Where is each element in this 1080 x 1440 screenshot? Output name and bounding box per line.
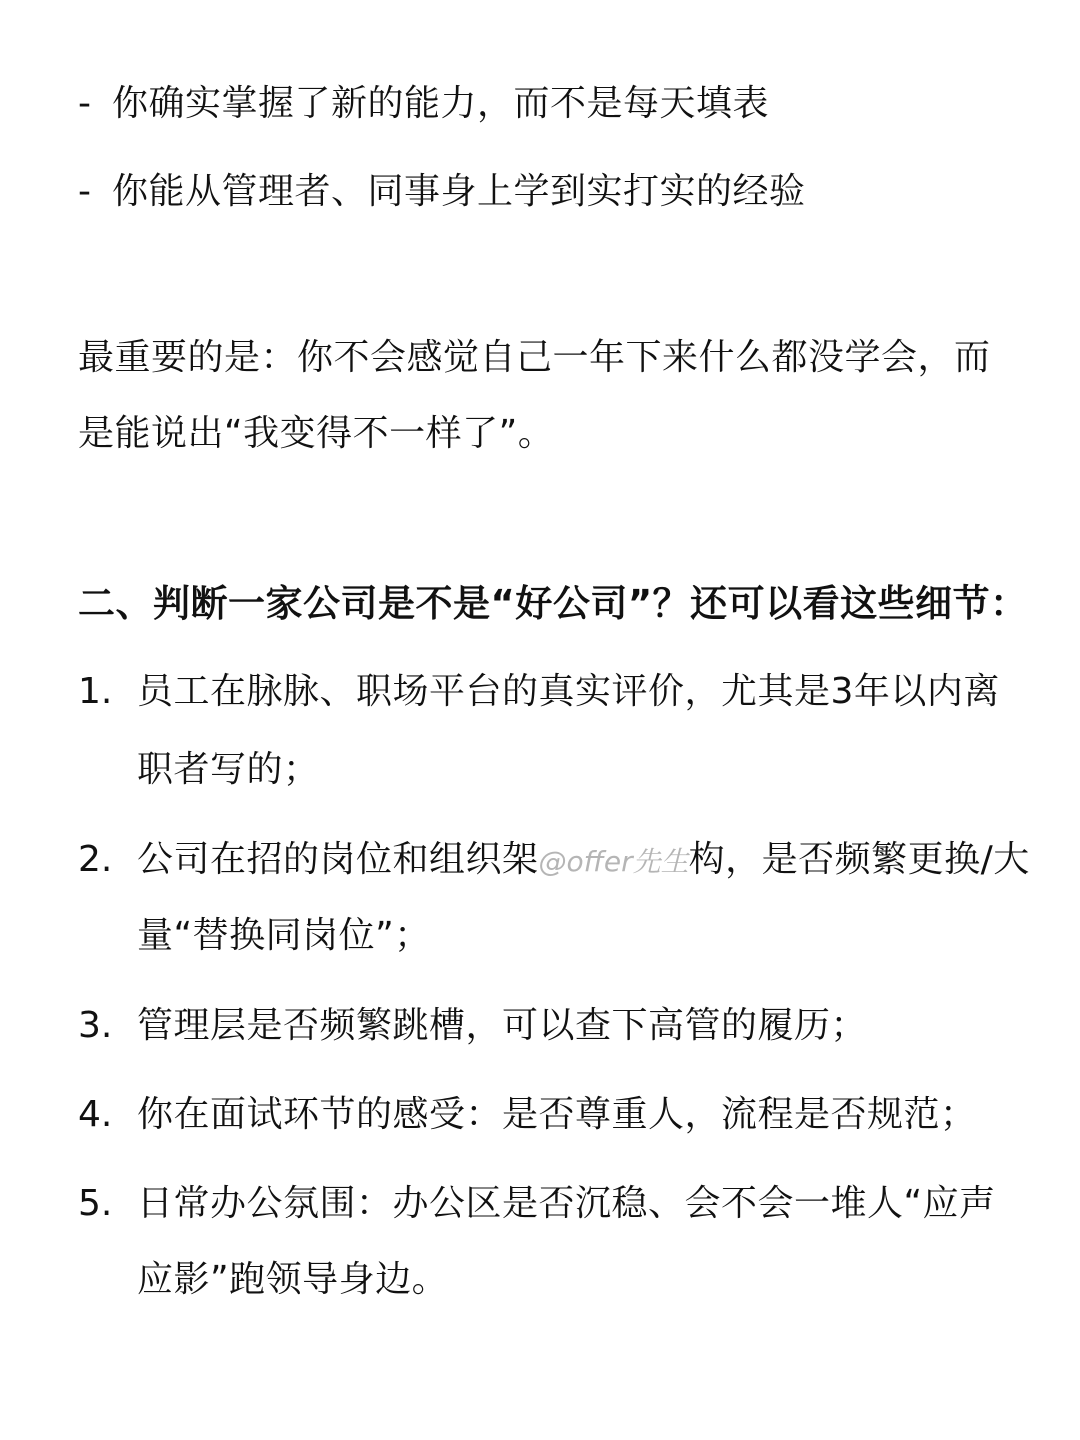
bullet-item (78, 170, 806, 214)
bullet-text: 你能从管理者、同事身上学到实打实的经验 (112, 171, 806, 212)
bullet-item (78, 82, 769, 126)
list-item-line: 应影”跑领导身边。 (137, 1259, 449, 1300)
list-item-text: 构，是否频繁更换/大 (688, 839, 1030, 880)
bullet-marker: - (78, 171, 92, 212)
list-item-line: 职者写的； (137, 749, 320, 790)
list-item-line: 量“替换同岗位”； (137, 915, 431, 956)
bullet-marker: - (78, 83, 92, 124)
paragraph-line: 最重要的是：你不会感觉自己一年下来什么都没学会，而 (78, 337, 991, 378)
list-item-line (137, 838, 1030, 884)
list-number: 5. (78, 1183, 113, 1224)
bullet-text: 你确实掌握了新的能力，而不是每天填表 (112, 83, 770, 124)
list-number: 4. (78, 1094, 113, 1135)
list-item-line: 你在面试环节的感受：是否尊重人，流程是否规范； (137, 1094, 977, 1135)
list-number: 3. (78, 1005, 113, 1046)
list-item-line: 日常办公氛围：办公区是否沉稳、会不会一堆人“应声 (137, 1183, 996, 1224)
watermark: @offer先生 (538, 845, 689, 878)
list-item-line: 管理层是否频繁跳槽，可以查下高管的履历； (137, 1005, 868, 1046)
list-item-line: 员工在脉脉、职场平台的真实评价，尤其是3年以内离 (137, 671, 1000, 712)
list-number: 1. (78, 671, 113, 712)
list-number: 2. (78, 839, 113, 880)
paragraph-line: 是能说出“我变得不一样了”。 (78, 413, 555, 454)
list-item-text: 公司在招的岗位和组织架 (137, 839, 539, 880)
section-heading: 二、判断一家公司是不是“好公司”？还可以看这些细节： (78, 582, 1028, 625)
